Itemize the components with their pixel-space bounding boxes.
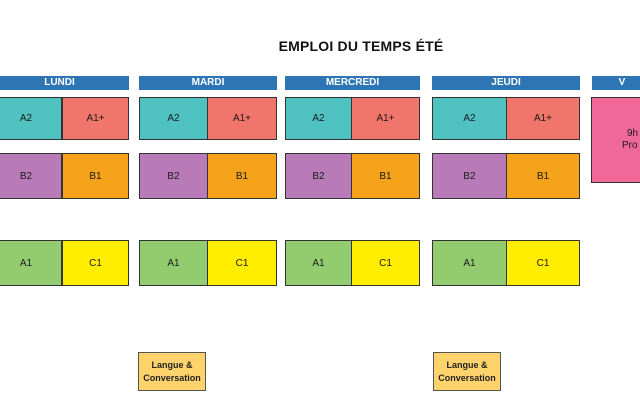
- extra-line-2: Conversation: [438, 372, 496, 383]
- page-title: EMPLOI DU TEMPS ÉTÉ: [278, 38, 444, 54]
- slot-lundi-b2: B2: [0, 153, 62, 199]
- slot-mercredi-a1plus: A1+: [351, 97, 420, 140]
- slot-lundi-b1: B1: [62, 153, 129, 199]
- day-header-vendredi: V: [592, 76, 640, 90]
- slot-jeudi-c1: C1: [506, 240, 580, 286]
- slot-jeudi-a1plus: A1+: [506, 97, 580, 140]
- slot-mardi-c1: C1: [207, 240, 277, 286]
- slot-vendredi-label: Pro: [622, 140, 638, 151]
- extra-line-1: Langue &: [446, 359, 488, 370]
- day-header-jeudi: JEUDI: [432, 76, 580, 90]
- slot-mercredi-c1: C1: [351, 240, 420, 286]
- day-header-mercredi: MERCREDI: [285, 76, 420, 90]
- slot-lundi-a2: A2: [0, 97, 62, 140]
- slot-lundi-c1: C1: [62, 240, 129, 286]
- slot-lundi-a1: A1: [0, 240, 62, 286]
- slot-mardi-a1plus: A1+: [207, 97, 277, 140]
- slot-mercredi-b2: B2: [285, 153, 352, 199]
- slot-mercredi-a1: A1: [285, 240, 352, 286]
- slot-mardi-langue-conversation: [138, 352, 206, 391]
- slot-jeudi-b1: B1: [506, 153, 580, 199]
- day-header-lundi: LUNDI: [0, 76, 129, 90]
- extra-line-2: Conversation: [143, 372, 201, 383]
- slot-jeudi-a1: A1: [432, 240, 507, 286]
- slot-vendredi-block: [591, 97, 640, 183]
- slot-mercredi-b1: B1: [351, 153, 420, 199]
- slot-mardi-b2: B2: [139, 153, 208, 199]
- slot-jeudi-b2: B2: [432, 153, 507, 199]
- slot-mardi-a1: A1: [139, 240, 208, 286]
- extra-line-1: Langue &: [151, 359, 193, 370]
- slot-jeudi-langue-conversation: [433, 352, 501, 391]
- day-header-mardi: MARDI: [139, 76, 277, 90]
- slot-vendredi-time: 9h: [627, 128, 639, 139]
- slot-jeudi-a2: A2: [432, 97, 507, 140]
- slot-mardi-b1: B1: [207, 153, 277, 199]
- slot-mercredi-a2: A2: [285, 97, 352, 140]
- slot-lundi-a1plus: A1+: [62, 97, 129, 140]
- slot-mardi-a2: A2: [139, 97, 208, 140]
